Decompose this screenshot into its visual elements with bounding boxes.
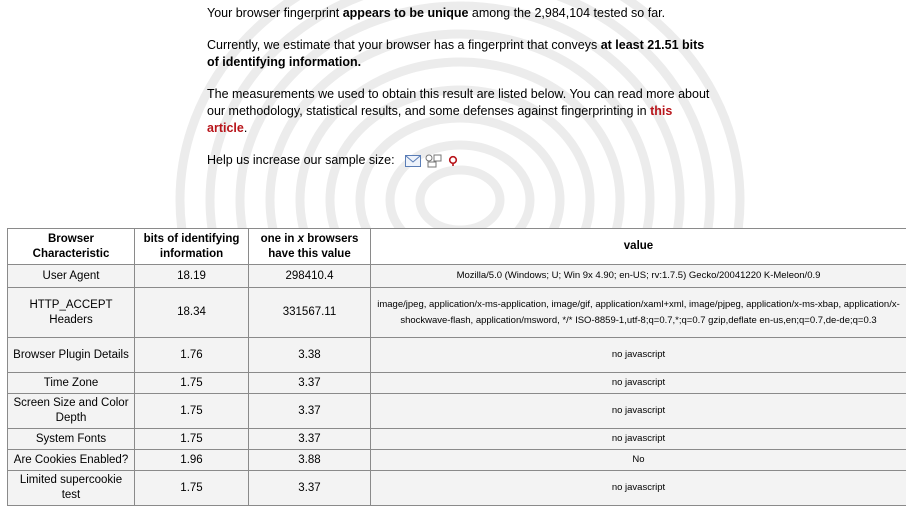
row-characteristic: Are Cookies Enabled? (8, 450, 135, 471)
row-one-in: 3.88 (249, 450, 371, 471)
methodology-note (207, 86, 712, 137)
share-row (207, 152, 712, 169)
share-label: Help us increase our sample size: (207, 153, 395, 167)
row-characteristic: Screen Size and Color Depth (8, 394, 135, 429)
table-row (8, 265, 906, 288)
row-characteristic: System Fonts (8, 429, 135, 450)
header-characteristic: Browser Characteristic (8, 229, 135, 265)
row-one-in: 3.37 (249, 429, 371, 450)
header-one-in-prefix: one in (260, 232, 298, 245)
row-bits: 1.75 (135, 429, 249, 450)
table-row (8, 288, 906, 338)
row-value: no javascript (371, 338, 906, 373)
methodology-text: The measurements we used to obtain this result are listed below. You can read more about our methodology, statistical results, and some defenses against fingerprinting in (207, 87, 710, 118)
table-row (8, 373, 906, 394)
uniqueness-summary (207, 5, 712, 22)
table-row (8, 471, 906, 506)
methodology-end: . (243, 121, 248, 135)
bits-emphasis: at least 21.51 bits of identifying information. (207, 38, 705, 69)
header-one-in-x (249, 229, 371, 265)
row-value: image/jpeg, application/x-ms-application, image/gif, application/xaml+xml, image/pjpeg, application/x-ms-xbap, application/x-shockwave-flash, application/msword, */* ISO-8859-1,utf-8;q=0.7,*;q=0.7 gzip,deflate en-us,en;q=0.7,de-de;q=0.3 (371, 288, 906, 338)
row-characteristic: HTTP_ACCEPT Headers (8, 288, 135, 338)
row-bits: 1.76 (135, 338, 249, 373)
header-bits: bits of identifying information (135, 229, 249, 265)
email-icon[interactable] (405, 155, 421, 167)
table-row (8, 429, 906, 450)
share-icons (405, 154, 459, 168)
intro-section (207, 5, 712, 169)
table-row (8, 450, 906, 471)
header-x-variable: x (297, 232, 305, 245)
row-value: no javascript (371, 373, 906, 394)
row-bits: 1.75 (135, 394, 249, 429)
share-icon[interactable] (425, 154, 443, 168)
row-bits: 1.75 (135, 471, 249, 506)
header-value: value (371, 229, 906, 265)
row-one-in: 3.38 (249, 338, 371, 373)
row-characteristic: Time Zone (8, 373, 135, 394)
row-value: No (371, 450, 906, 471)
row-value: no javascript (371, 394, 906, 429)
table-header-row (8, 229, 906, 265)
bits-text: Currently, we estimate that your browser has a fingerprint that conveys (207, 38, 601, 52)
row-characteristic: Browser Plugin Details (8, 338, 135, 373)
row-bits: 1.96 (135, 450, 249, 471)
summary-text: Your browser fingerprint (207, 6, 343, 20)
location-pin-icon[interactable] (447, 155, 459, 167)
summary-count-text: among the 2,984,104 tested so far. (468, 6, 666, 20)
row-one-in: 331567.11 (249, 288, 371, 338)
row-characteristic: Limited supercookie test (8, 471, 135, 506)
row-value: Mozilla/5.0 (Windows; U; Win 9x 4.90; en-US; rv:1.7.5) Gecko/20041220 K-Meleon/0.9 (371, 265, 906, 288)
fingerprint-results-table (7, 228, 906, 506)
row-one-in: 3.37 (249, 471, 371, 506)
unique-emphasis: appears to be unique (342, 6, 469, 20)
article-link[interactable]: this article (207, 104, 673, 135)
table-row (8, 338, 906, 373)
header-one-in-suffix: browsers have this value (268, 232, 359, 260)
row-value: no javascript (371, 429, 906, 450)
row-one-in: 298410.4 (249, 265, 371, 288)
row-value: no javascript (371, 471, 906, 506)
row-one-in: 3.37 (249, 394, 371, 429)
bits-estimate (207, 37, 712, 71)
row-bits: 1.75 (135, 373, 249, 394)
row-bits: 18.19 (135, 265, 249, 288)
row-one-in: 3.37 (249, 373, 371, 394)
table-row (8, 394, 906, 429)
row-bits: 18.34 (135, 288, 249, 338)
row-characteristic: User Agent (8, 265, 135, 288)
